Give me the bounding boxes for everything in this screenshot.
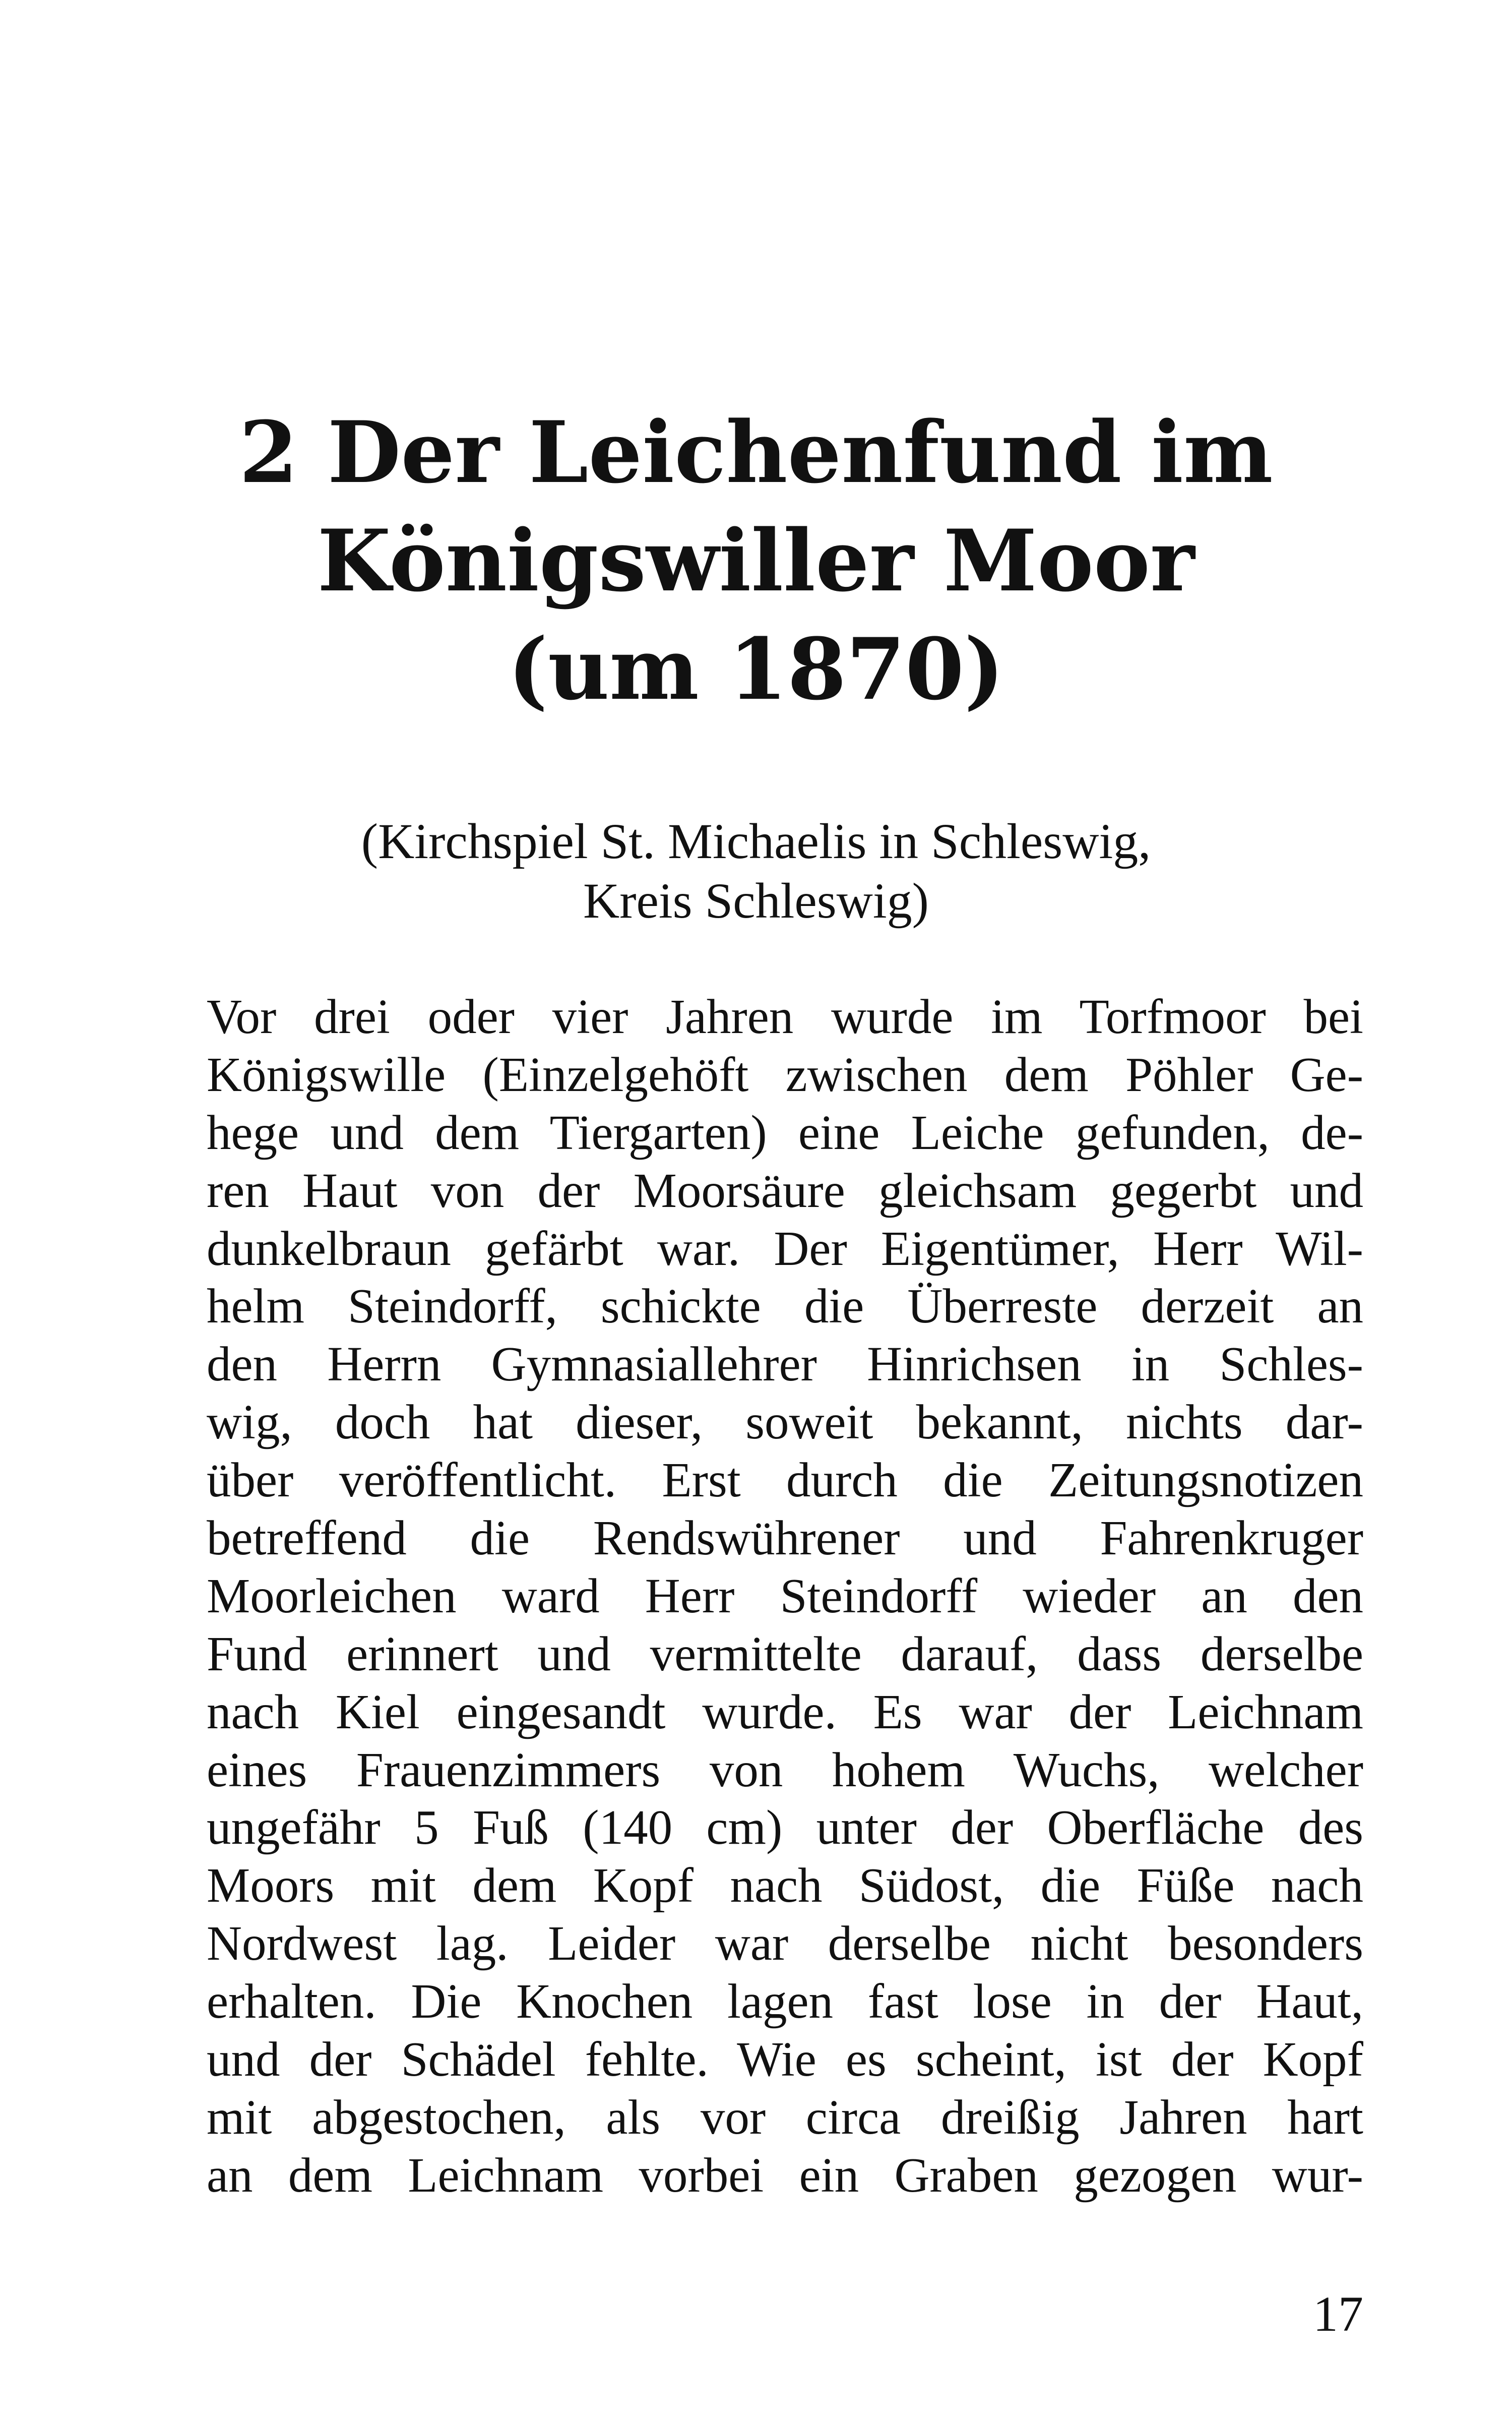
body-line: Fund erinnert und vermittelte darauf, dass derselbe [207, 1626, 1363, 1681]
body-line: mit abgestochen, als vor circa dreißig Jahren hart [207, 2090, 1363, 2144]
chapter-subtitle-line: Kreis Schleswig) [583, 873, 929, 929]
body-line: Moors mit dem Kopf nach Südost, die Füße nach [207, 1858, 1363, 1913]
body-line: Moorleichen ward Herr Steindorff wieder an den [207, 1568, 1363, 1623]
body-line: Nordwest lag. Leider war derselbe nicht besonders [207, 1916, 1363, 1971]
body-line: eines Frauenzimmers von hohem Wuchs, welcher [207, 1742, 1363, 1797]
body-line: betreffend die Rendswührener und Fahrenkruger [207, 1511, 1363, 1565]
body-line: Vor drei oder vier Jahren wurde im Torfmoor bei [207, 990, 1363, 1044]
body-line: ungefähr 5 Fuß (140 cm) unter der Oberfläche des [207, 1800, 1363, 1855]
body-paragraph [207, 988, 1363, 2205]
page-number: 17 [1313, 2286, 1363, 2342]
body-line: nach Kiel eingesandt wurde. Es war der Leichnam [207, 1684, 1363, 1739]
body-line: hege und dem Tiergarten) eine Leiche gefunden, de- [207, 1105, 1363, 1160]
chapter-title-line: (um 1870) [508, 619, 1004, 719]
body-line: dunkelbraun gefärbt war. Der Eigentümer, Herr Wil- [207, 1221, 1363, 1276]
chapter-title-line: Königswiller Moor [317, 511, 1195, 611]
body-line: und der Schädel fehlte. Wie es scheint, ist der Kopf [207, 2032, 1363, 2087]
body-line: wig, doch hat dieser, soweit bekannt, nichts dar- [207, 1395, 1363, 1449]
body-line: Königswille (Einzelgehöft zwischen dem Pöhler Ge- [207, 1047, 1363, 1102]
body-line: über veröffentlicht. Erst durch die Zeitungsnotizen [207, 1453, 1363, 1507]
body-line: ren Haut von der Moorsäure gleichsam gegerbt und [207, 1163, 1363, 1218]
body-line: erhalten. Die Knochen lagen fast lose in der Haut, [207, 1974, 1363, 2029]
body-line: den Herrn Gymnasiallehrer Hinrichsen in Schles- [207, 1337, 1363, 1392]
chapter-subtitle-line: (Kirchspiel St. Michaelis in Schleswig, [361, 813, 1151, 869]
body-line: an dem Leichnam vorbei ein Graben gezogen wur- [207, 2148, 1363, 2202]
chapter-subtitle [0, 812, 1512, 931]
chapter-title [0, 398, 1512, 723]
chapter-title-line: 2 Der Leichenfund im [239, 402, 1273, 502]
body-line: helm Steindorff, schickte die Überreste derzeit an [207, 1279, 1363, 1334]
